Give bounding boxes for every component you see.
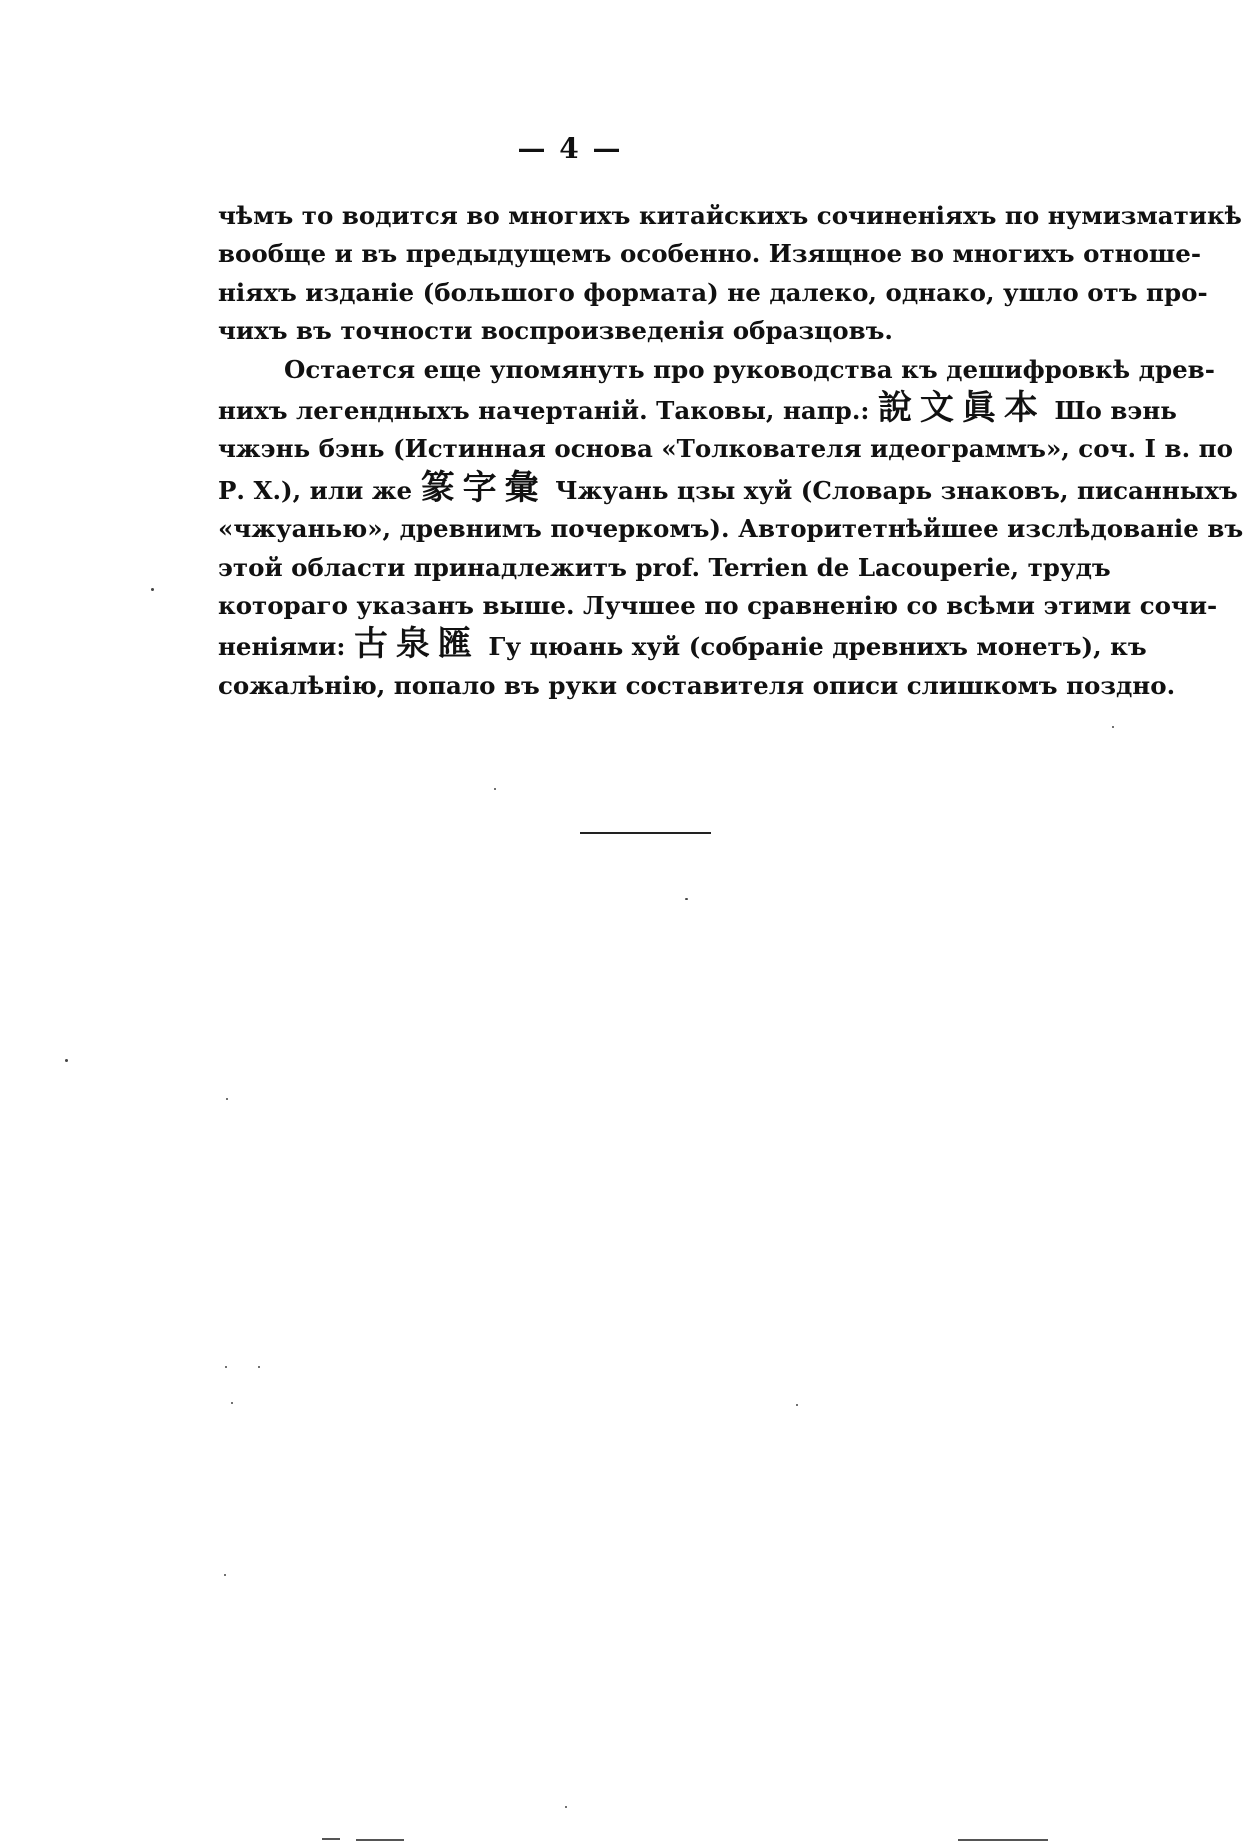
chinese-title: 古泉匯 [353, 624, 480, 665]
text-line: котораго указанъ выше. Лучшее по сравненію со всѣми этими сочи- [218, 591, 1218, 621]
section-divider [580, 832, 711, 834]
text-line: Остается еще упомянуть про руководства къ дешифровкѣ древ- [284, 354, 1215, 384]
text-segment: нихъ легендныхъ начертаній. Таковы, напр.: [218, 396, 870, 426]
text-line [218, 624, 1147, 666]
text-line [218, 388, 1177, 430]
scan-speck [1112, 726, 1114, 728]
scan-speck [494, 788, 496, 790]
scan-speck [796, 1404, 798, 1406]
chinese-title: 說文眞本 [877, 388, 1046, 429]
scan-speck [226, 1098, 228, 1100]
page-number: — 4 — [517, 132, 623, 165]
scan-speck [258, 1366, 260, 1368]
text-line: сожалѣнію, попало въ руки составителя описи слишкомъ поздно. [218, 670, 1176, 700]
scan-speck [231, 1402, 233, 1404]
scan-speck [65, 1059, 68, 1062]
text-line: чѣмъ то водится во многихъ китайскихъ сочиненіяхъ по нумизматикѣ [218, 201, 1242, 230]
scan-speck [958, 1839, 1048, 1841]
text-segment: Р. Х.), или же [218, 475, 413, 505]
scan-speck [356, 1839, 404, 1841]
scan-speck [322, 1838, 340, 1840]
text-line: «чжуанью», древнимъ почеркомъ). Авторитетнѣйшее изслѣдованіе въ [218, 514, 1243, 544]
text-line: чжэнь бэнь (Истинная основа «Толкователя идеограммъ», соч. I в. по [218, 434, 1233, 464]
text-line: ніяхъ изданіе (большого формата) не далеко, однако, ушло отъ про- [218, 277, 1208, 307]
chinese-title: 篆字彙 [420, 467, 547, 508]
text-segment: Чжуань цзы хуй (Словарь знаковъ, писанныхъ [555, 475, 1238, 505]
text-segment: неніями: [218, 632, 346, 662]
text-segment: Гу цюань хуй (собраніе древнихъ монетъ), къ [488, 632, 1147, 662]
scan-speck [685, 898, 688, 900]
scan-speck [565, 1806, 567, 1808]
body-text [218, 197, 1243, 705]
scan-speck [224, 1574, 226, 1576]
text-line: чихъ въ точности воспроизведенія образцовъ. [218, 316, 893, 346]
scan-speck [151, 588, 154, 591]
text-line: этой области принадлежитъ prof. Terrien de Lacouperie, трудъ [218, 552, 1111, 582]
text-line: вообще и въ предыдущемъ особенно. Изящное во многихъ отноше- [218, 239, 1202, 269]
text-line [218, 467, 1238, 510]
scan-speck [225, 1366, 227, 1368]
text-segment: Шо вэнь [1054, 396, 1177, 426]
